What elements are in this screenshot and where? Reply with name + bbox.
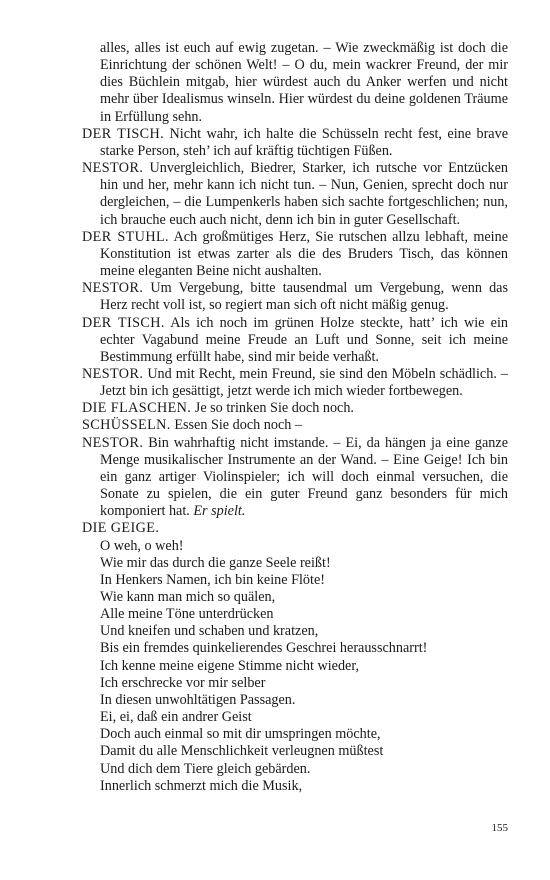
speech-nestor-1 [82, 160, 508, 229]
verse-line: Bis ein fremdes quinkelierendes Geschrei herausschnarrt! [100, 640, 428, 657]
speech-text: Und mit Recht, mein Freund, sie sind den Möbeln schädlich. – Jetzt bin ich gesättigt, jetzt werde ich mich wieder fortbewegen. [100, 365, 508, 400]
speech-text: Unvergleichlich, Biedrer, Starker, ich rutsche vor Entzücken hin und her, mehr kann ich nicht tun. – Nun, Genien, sprecht doch nur dergleichen, – die Lumpenkerls haben sich sachte fortgeschlichen; nun, ich brauche euch auch nicht, denn ich bin in guter Gesellschaft. [100, 160, 508, 228]
verse-line: In Henkers Namen, ich bin keine Flöte! [100, 571, 325, 588]
verse-line: Ei, ei, daß ein andrer Geist [100, 709, 252, 726]
speaker-name: SCHÜSSELN. [82, 417, 171, 434]
speech-table-1 [82, 126, 508, 160]
speech-table-2 [82, 315, 508, 366]
speech-nestor-4 [82, 435, 508, 521]
verse-line: In diesen unwohltätigen Passagen. [100, 691, 296, 708]
verse-line: O weh, o weh! [100, 537, 184, 554]
stage-direction: Er spielt. [193, 503, 246, 520]
verse-line: Und kneifen und schaben und kratzen, [100, 623, 319, 640]
speech-bowls [82, 417, 508, 434]
verse-line: Wie kann man mich so quälen, [100, 589, 276, 605]
paragraph-text: alles, alles ist euch auf ewig zugetan. – Wie zweckmäßig ist doch die Einrichtung der schönen Welt! – O du, mein wackrer Freund, der mir dies Büchlein mitgab, hier würdest auch du Anker werfen und nicht mehr über Idealismus winseln. Hier würdest du deine goldenen Träume in Erfüllung sehn. [100, 40, 508, 125]
verse-line: Innerlich schmerzt mich die Musik, [100, 777, 303, 794]
speaker-name: DIE FLASCHEN. [82, 400, 192, 417]
verse-line: Ich erschrecke vor mir selber [100, 674, 266, 691]
speech-nestor-3 [82, 366, 508, 400]
speech-chair [82, 229, 508, 280]
speaker-name: NESTOR. [82, 365, 144, 382]
verse-line: Alle meine Töne unterdrücken [100, 606, 274, 623]
speech-text: Um Vergebung, bitte tausendmal um Vergebung, wenn das Herz recht voll ist, so regiert man sich oft nicht mäßig genug. [100, 280, 508, 314]
speech-text: Je so trinken Sie doch noch. [191, 400, 354, 417]
speech-text: Essen Sie doch noch – [170, 417, 302, 434]
speech-text: Ach großmütiges Herz, Sie rutschen allzu lebhaft, meine Konstitution ist etwas zarter als die des Bruders Tisch, das können meine eleganten Beine nicht aushalten. [100, 228, 508, 280]
speech-text: Bin wahrhaftig nicht imstande. – Ei, da hängen ja eine ganze Menge musikalischer Instrumente an der Wand. – Eine Geige! Ich bin ein ganz artiger Violinspieler; ich will doch einmal versuchen, die Sonate zu spielen, die ein guter Freund ganz besonders für mich komponiert hat. [100, 434, 508, 520]
speech-bottles [82, 400, 508, 417]
speaker-name: NESTOR. [82, 434, 144, 451]
page-number: 155 [491, 822, 508, 834]
speech-violin [82, 520, 508, 537]
speech-text: Nicht wahr, ich halte die Schüsseln recht fest, eine brave starke Person, steh’ ich auf kräftig tüchtigen Füßen. [100, 125, 508, 159]
verse-block [82, 538, 508, 795]
paragraph-continuation [82, 40, 508, 126]
verse-line: Und dich dem Tiere gleich gebärden. [100, 760, 311, 777]
speaker-name: DER TISCH. [82, 314, 165, 331]
page-text [82, 40, 508, 795]
speaker-name: NESTOR. [82, 280, 144, 297]
verse-line: Wie mir das durch die ganze Seele reißt! [100, 554, 331, 571]
verse-line: Damit du alle Menschlichkeit verleugnen müßtest [100, 743, 384, 760]
verse-line: Doch auch einmal so mit dir umspringen möchte, [100, 726, 381, 743]
speech-text: Als ich noch im grünen Holze steckte, hatt’ ich wie ein echter Vagabund meine Freude an Luft und Sonne, seit ich meine Bestimmung erfüllt habe, sind mir beide verhaßt. [100, 314, 508, 365]
speaker-name: DIE GEIGE. [82, 520, 160, 537]
speech-nestor-2 [82, 280, 508, 314]
speaker-name: NESTOR. [82, 160, 144, 177]
speaker-name: DER STUHL. [82, 228, 169, 245]
speaker-name: DER TISCH. [82, 125, 165, 142]
verse-line: Ich kenne meine eigene Stimme nicht wieder, [100, 657, 360, 674]
